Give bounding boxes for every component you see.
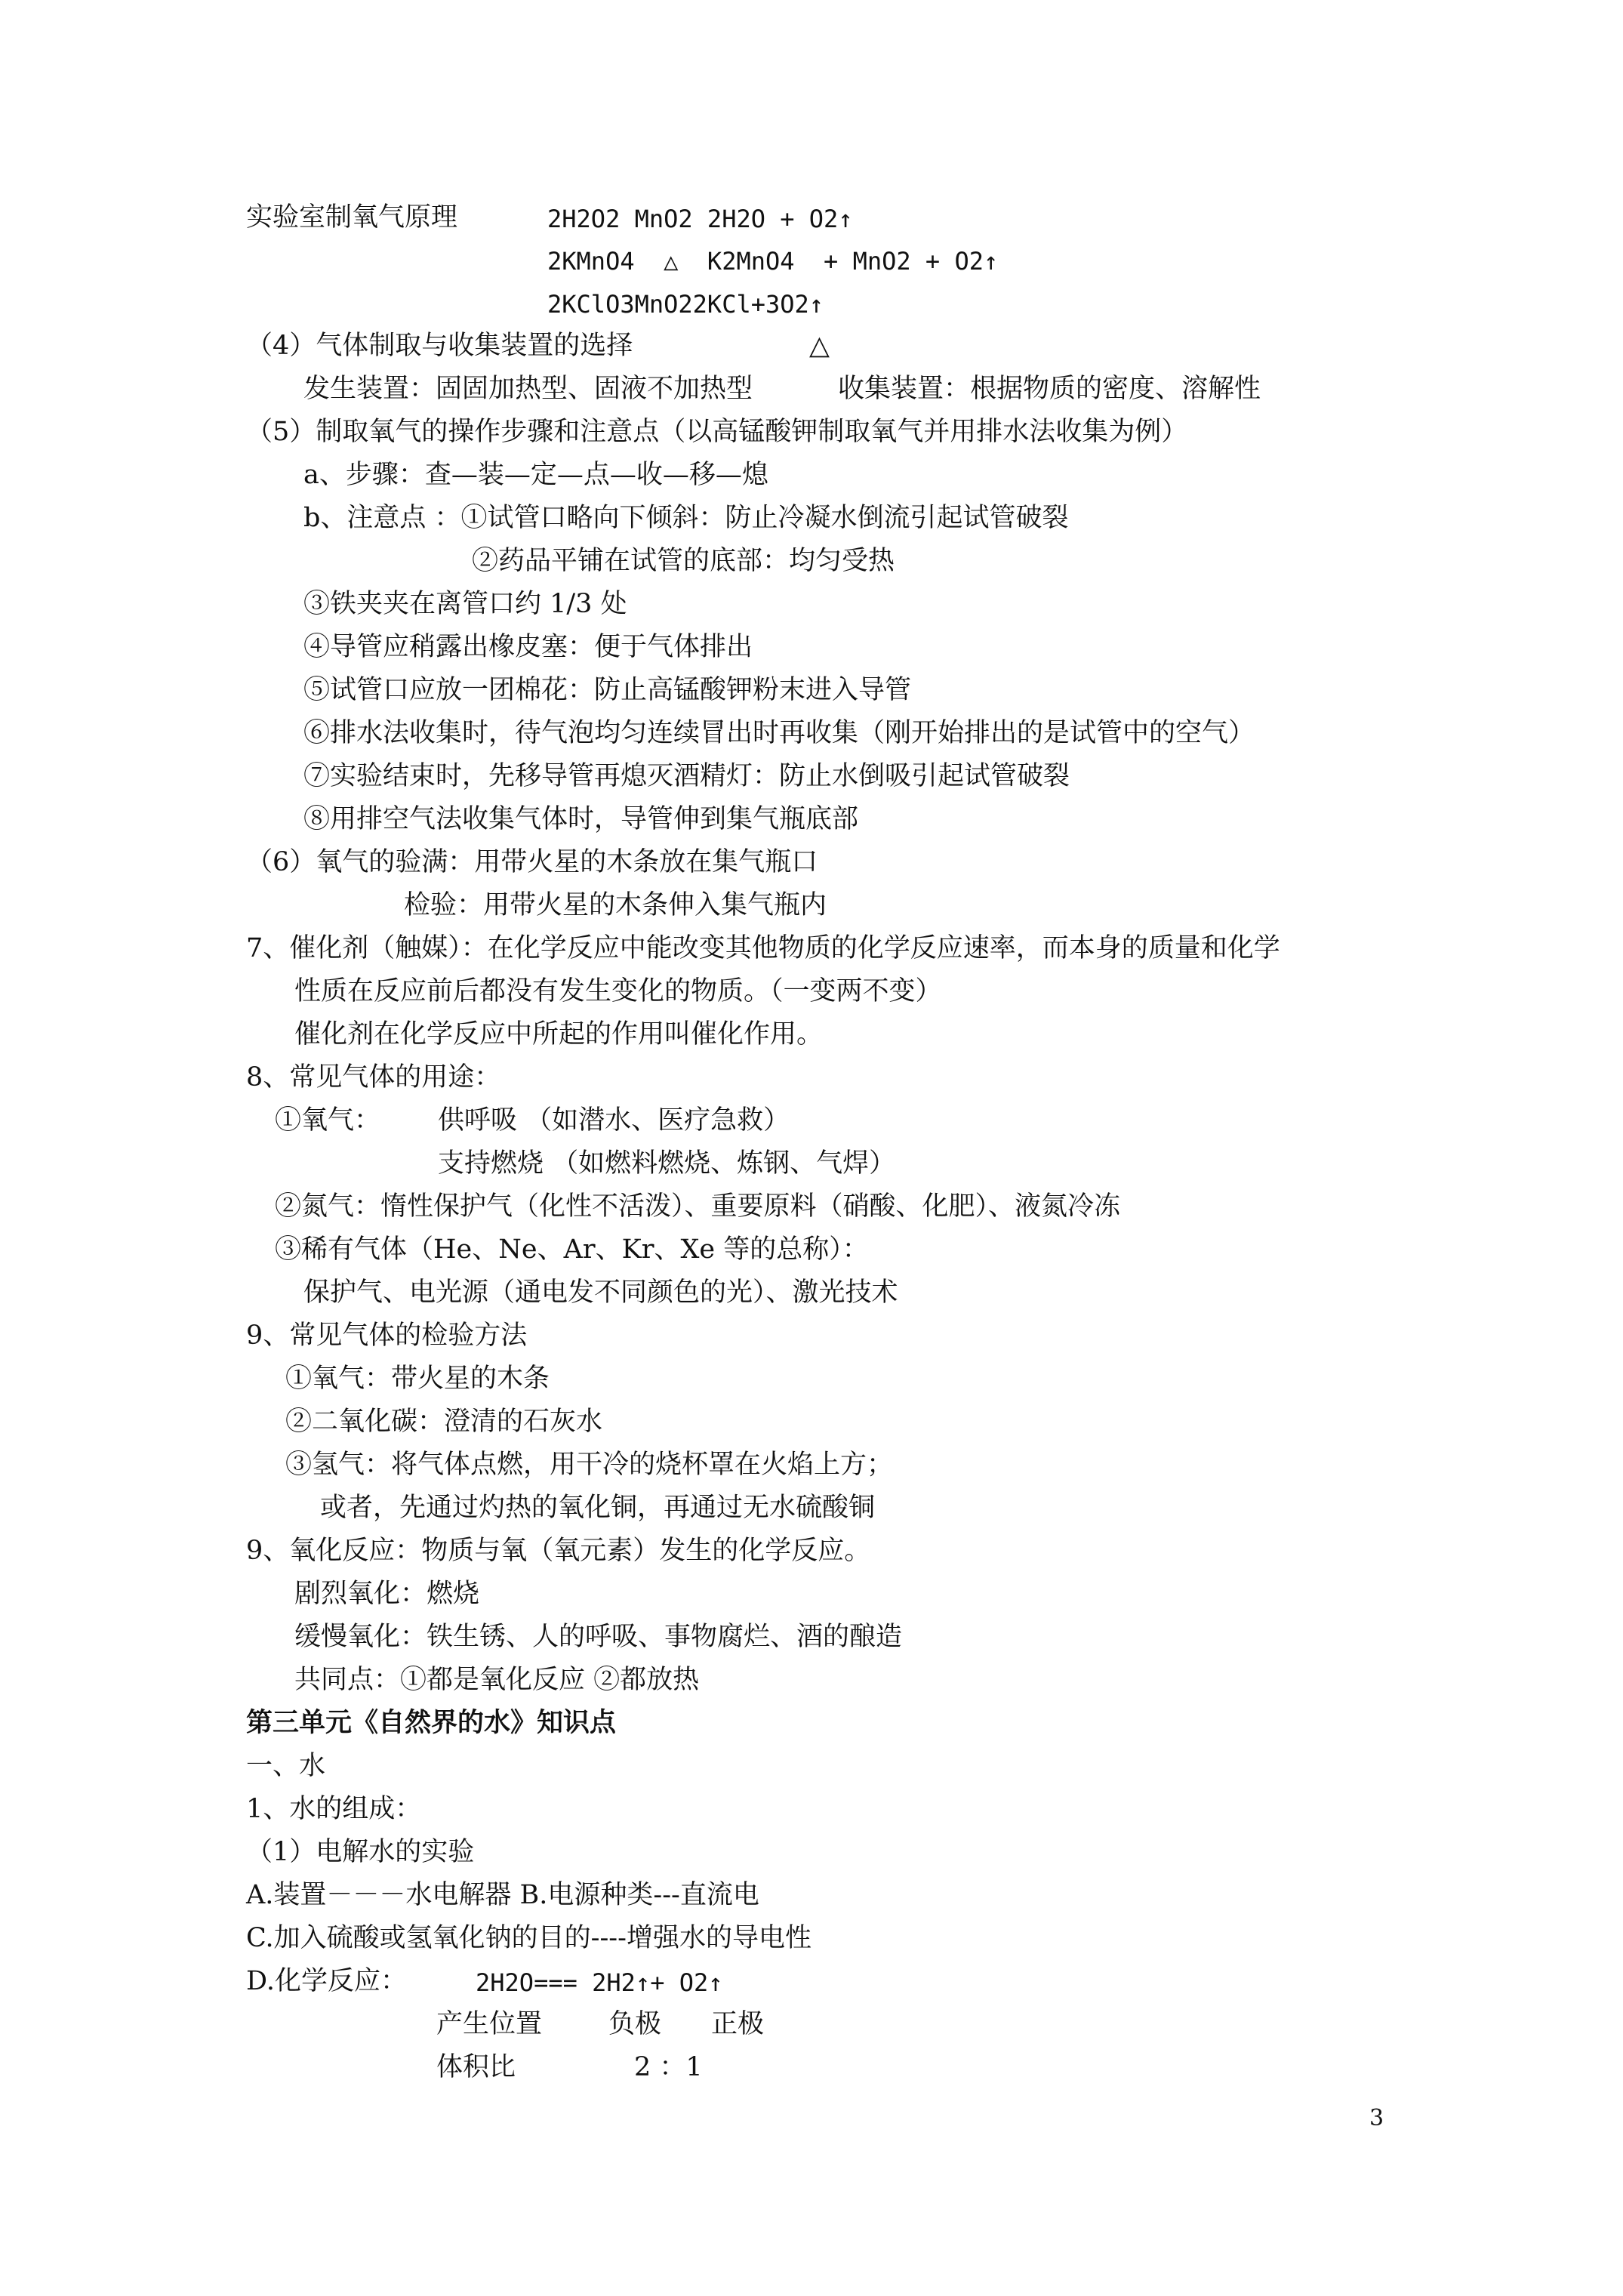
- text-line: 共同点：①都是氧化反应 ②都放热: [294, 1665, 700, 1695]
- text-line: b、注意点 ：①试管口略向下倾斜：防止冷凝水倒流引起试管破裂: [303, 503, 1069, 533]
- chemical-equation: 2H2O=== 2H2↑+ O2↑: [476, 1968, 723, 1997]
- text-line: 收集装置：根据物质的密度、溶解性: [838, 374, 1261, 404]
- page-number: 3: [1369, 2105, 1384, 2131]
- table-cell: 负极: [608, 2009, 662, 2039]
- chemical-equation: 2H2O2 MnO2 2H2O + O2↑: [547, 205, 853, 233]
- text-line: ⑧用排空气法收集气体时，导管伸到集气瓶底部: [303, 804, 859, 834]
- text-line: ②二氧化碳：澄清的石灰水: [285, 1407, 603, 1437]
- text-line: 发生装置：固固加热型、固液不加热型: [303, 374, 753, 404]
- text-line: ①氧气：: [275, 1105, 381, 1136]
- text-line: 或者，先通过灼热的氧化铜，再通过无水硫酸铜: [320, 1493, 876, 1523]
- section-heading: 8、常见气体的用途：: [246, 1062, 501, 1093]
- text-line: ⑤试管口应放一团棉花：防止高锰酸钾粉末进入导管: [303, 675, 912, 705]
- text-line: 7、催化剂（触媒）：在化学反应中能改变其他物质的化学反应速率，而本身的质量和化学: [246, 933, 1280, 963]
- section-heading: 一、水: [246, 1751, 326, 1781]
- section-heading: 9、常见气体的检验方法: [246, 1321, 528, 1351]
- section-heading: （6）氧气的验满：用带火星的木条放在集气瓶口: [246, 847, 818, 877]
- text-line: ③铁夹夹在离管口约 1/3 处: [303, 589, 627, 619]
- section-heading: （5）制取氧气的操作步骤和注意点（以高锰酸钾制取氧气并用排水法收集为例）: [246, 417, 1188, 447]
- chemical-equation: 2KMnO4 △ K2MnO4 + MnO2 + O2↑: [547, 247, 999, 276]
- text-line: ④导管应稍露出橡皮塞：便于气体排出: [303, 632, 753, 662]
- text-line: a、步骤：查—装—定—点—收—移—熄: [303, 460, 768, 490]
- table-cell: 2 ：1: [634, 2052, 703, 2082]
- text-line: 检验：用带火星的木条伸入集气瓶内: [404, 890, 827, 920]
- section-heading: 1、水的组成：: [246, 1794, 422, 1824]
- text-line: ①氧气：带火星的木条: [285, 1364, 550, 1394]
- section-heading: （1）电解水的实验: [246, 1837, 475, 1867]
- section-heading: 9、氧化反应：物质与氧（氧元素）发生的化学反应。: [246, 1536, 871, 1566]
- text-line: 支持燃烧 （如燃料燃烧、炼钢、气焊）: [438, 1148, 896, 1179]
- text-line: ②氮气：惰性保护气（化性不活泼）、重要原料（硝酸、化肥）、液氮冷冻: [275, 1191, 1121, 1222]
- unit-title: 第三单元《自然界的水》知识点: [246, 1707, 617, 1738]
- text-line: 剧烈氧化：燃烧: [294, 1579, 480, 1609]
- text-line: ⑥排水法收集时，待气泡均匀连续冒出时再收集（刚开始排出的是试管中的空气）: [303, 718, 1255, 748]
- text-line: D.化学反应：: [246, 1966, 407, 1996]
- text-line: ⑦实验结束时，先移导管再熄灭酒精灯：防止水倒吸引起试管破裂: [303, 761, 1070, 791]
- text-line: ③氢气：将气体点燃，用干冷的烧杯罩在火焰上方；: [285, 1450, 894, 1480]
- text-line: 缓慢氧化：铁生锈、人的呼吸、事物腐烂、酒的酿造: [294, 1622, 903, 1652]
- chemical-equation: 2KClO3MnO22KCl+3O2↑: [547, 290, 824, 319]
- heat-symbol: △: [809, 331, 830, 361]
- text-line: 供呼吸 （如潜水、医疗急救）: [438, 1105, 790, 1136]
- table-cell: 产生位置: [436, 2009, 543, 2039]
- text-line: 催化剂在化学反应中所起的作用叫催化作用。: [294, 1019, 824, 1049]
- text-line: 性质在反应前后都没有发生变化的物质。（一变两不变）: [294, 976, 942, 1006]
- text-line: C.加入硫酸或氢氧化钠的目的----增强水的导电性: [246, 1923, 812, 1953]
- text-line: ②药品平铺在试管的底部：均匀受热: [472, 546, 895, 576]
- text-line: A.装置－－－水电解器 B.电源种类---直流电: [246, 1880, 759, 1910]
- table-cell: 正极: [711, 2009, 765, 2039]
- table-cell: 体积比: [436, 2052, 516, 2082]
- section-heading: （4）气体制取与收集装置的选择: [246, 331, 633, 361]
- text-line: ③稀有气体（He、Ne、Ar、Kr、Xe 等的总称）：: [275, 1234, 869, 1265]
- text-line: 实验室制氧气原理: [246, 202, 458, 233]
- text-line: 保护气、电光源（通电发不同颜色的光）、激光技术: [303, 1277, 898, 1308]
